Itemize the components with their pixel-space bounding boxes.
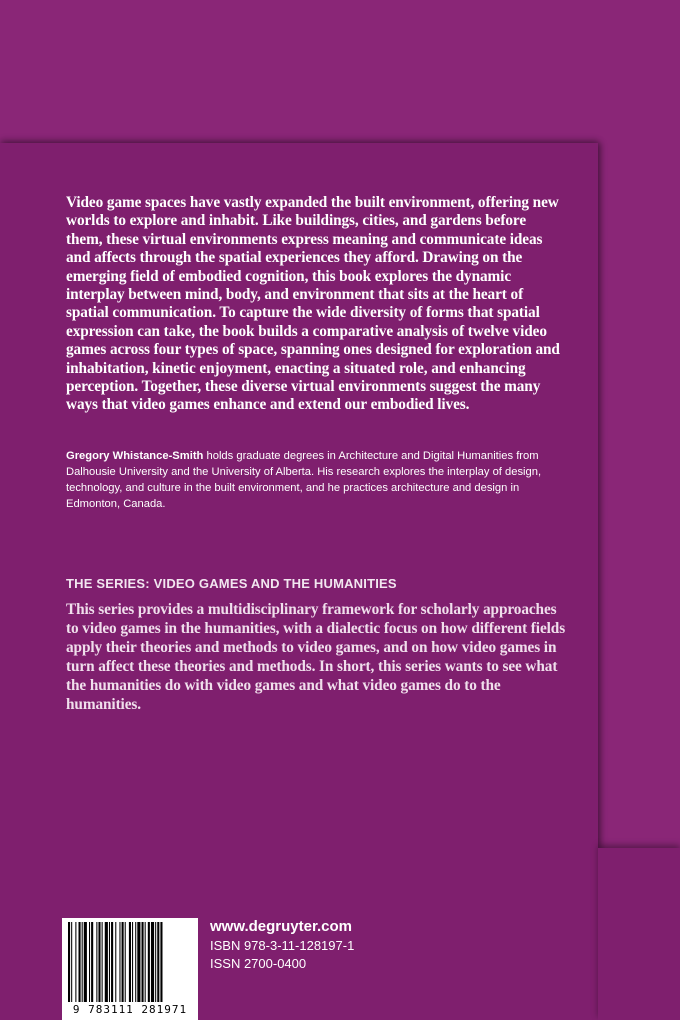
barcode-bar [89, 922, 90, 1002]
barcode-bar [132, 922, 133, 1002]
author-name: Gregory Whistance-Smith [66, 450, 204, 462]
barcode-bar [98, 922, 100, 1002]
barcode-bar [151, 922, 154, 1002]
barcode-bar [129, 922, 131, 1002]
barcode-bar [119, 922, 120, 1002]
barcode-bar [111, 922, 113, 1002]
barcode-bar [84, 922, 87, 1002]
barcode-bar [71, 922, 72, 1002]
publisher-url[interactable]: www.degruyter.com [210, 918, 352, 935]
book-blurb: Video game spaces have vastly expanded the built environment, offering new worlds to explore and inhabit. Like buildings, cities, and gardens before them, these virtual environments express meaning and communicate ideas and affects through the spatial experiences they afford. Drawing on the emerging field of embodied cognition, this book explores the dynamic interplay between mind, body, and environment that sits at the heart of spatial communication. To capture the wide diversity of forms that spatial expression can take, the book builds a comparative analysis of twelve video games across four types of space, spanning ones designed for exploration and inhabitation, kinetic enjoyment, enacting a situated role, and enhancing perception. Together, these diverse virtual environments suggest the many ways that video games enhance and extend our embodied lives. [66, 194, 560, 414]
author-bio [66, 448, 566, 512]
adjacent-panel [598, 848, 680, 1020]
series-description: This series provides a multidisciplinary framework for scholarly approaches to video games in the humanities, with a dialectic focus on how different fields apply their theories and methods to video games, and on how video games in turn affect these theories and methods. In short, this series wants to see what the humanities do with video games and what video games do to the humanities. [66, 601, 566, 713]
barcode-bar [122, 922, 124, 1002]
barcode-bar [109, 922, 110, 1002]
barcode-bar [115, 922, 116, 1002]
barcode-bar [145, 922, 146, 1002]
barcode-bar [68, 922, 70, 1002]
barcode-digits: 9 783111 281971 [72, 1003, 188, 1016]
barcode-bar [135, 922, 136, 1002]
barcode-bar [91, 922, 93, 1002]
issn-number: ISSN 2700-0400 [210, 956, 307, 971]
barcode-bar [160, 922, 162, 1002]
barcode-bar [148, 922, 150, 1002]
barcode-bar [96, 922, 97, 1002]
barcode-bar [137, 922, 140, 1002]
barcode-bar [125, 922, 126, 1002]
barcode-bar [79, 922, 81, 1002]
author-bio-text: holds graduate degrees in Architecture and Digital Humanities from Dalhousie University and the University of Alberta. His research explores the interplay of design, technology, and culture in the built environment, and he practices architecture and design in Edmonton, Canada. [66, 450, 542, 510]
barcode-bar [157, 922, 159, 1002]
isbn-barcode [62, 918, 198, 1020]
isbn-number: ISBN 978-3-11-128197-1 [210, 938, 355, 953]
barcode-bar [102, 922, 103, 1002]
barcode-bar [82, 922, 83, 1002]
barcode-bar [105, 922, 108, 1002]
barcode-bar [155, 922, 156, 1002]
series-heading: THE SERIES: VIDEO GAMES AND THE HUMANITIES [66, 576, 397, 591]
barcode-bars [62, 918, 198, 1006]
barcode-bar [142, 922, 144, 1002]
barcode-bar [75, 922, 76, 1002]
